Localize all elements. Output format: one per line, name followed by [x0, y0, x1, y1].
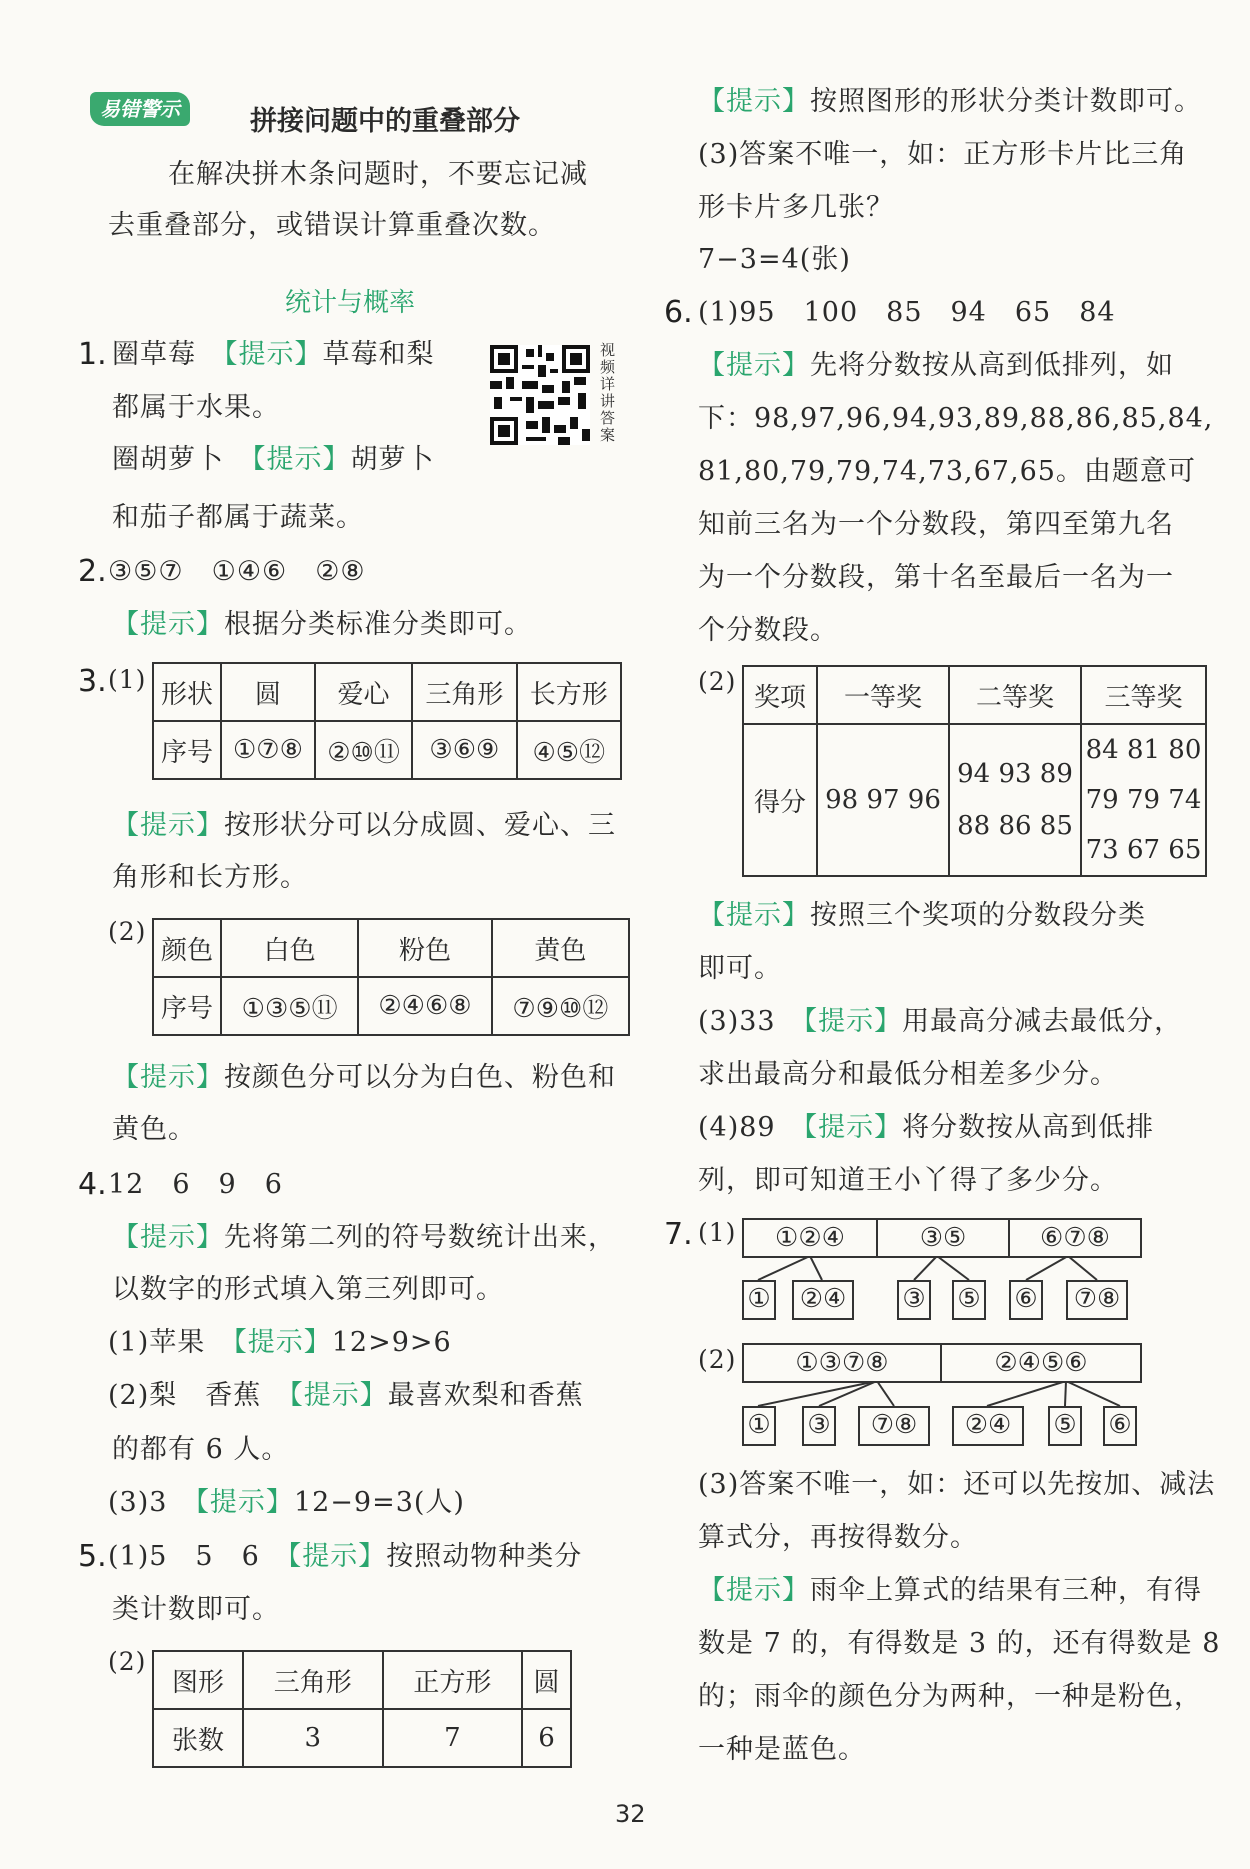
table-cell: ②④⑥⑧ [358, 977, 491, 1035]
table-cell: 序号 [153, 977, 221, 1035]
q7-hint-4: 一种是蓝色。 [698, 1734, 866, 1765]
table-cell: 白色 [221, 919, 358, 977]
q2-number: 2. [78, 554, 107, 589]
q1-line4: 和茄子都属于蔬菜。 [112, 502, 364, 533]
q5-sub1-b: 类计数即可。 [112, 1594, 280, 1625]
q5-part2-label: (2) [108, 1647, 147, 1676]
q6-hint2-b: 即可。 [698, 953, 782, 984]
table-cell: ①⑦⑧ [221, 721, 315, 779]
q6-sub3: (3)33 【提示】用最高分减去最低分， [698, 1006, 1183, 1037]
tree1-group: ①②④ [742, 1218, 878, 1258]
tree2-leaf: ① [742, 1406, 776, 1446]
tree2-leaf: ③ [802, 1406, 836, 1446]
q7-sub3-b: 算式分，再按得数分。 [698, 1522, 978, 1553]
q5-sub3-c: 7−3=4(张) [698, 244, 851, 275]
table-cell: 圆 [221, 663, 315, 721]
q7-part1-label: (1) [698, 1218, 737, 1247]
cell-line: 79 79 74 [1085, 785, 1202, 815]
table-cell: 得分 [743, 724, 817, 876]
table-cell: 长方形 [517, 663, 621, 721]
q6-sub1: (1)95 100 85 94 65 84 [698, 297, 1116, 328]
q4-sub1: (1)苹果 【提示】12>9>6 [108, 1327, 452, 1358]
q3-hint2-b: 黄色。 [112, 1114, 196, 1145]
q7-hint-1: 【提示】雨伞上算式的结果有三种，有得 [698, 1575, 1202, 1606]
tree2-leaf: ②④ [952, 1406, 1024, 1446]
cell-line: 94 93 89 [957, 759, 1073, 789]
table-cell: 二等奖 [949, 666, 1081, 724]
q7-sub3-a: (3)答案不唯一，如：还可以先按加、减法 [698, 1469, 1216, 1500]
table-cell: ③⑥⑨ [412, 721, 516, 779]
q1-number: 1. [78, 337, 107, 372]
q5-number: 5. [78, 1539, 107, 1574]
q7-number: 7. [664, 1217, 693, 1252]
table-cell: 三角形 [243, 1651, 383, 1709]
q5-hint2: 【提示】按照图形的形状分类计数即可。 [698, 86, 1202, 117]
tree2-leaf: ⑥ [1103, 1406, 1137, 1446]
q6-hint2-a: 【提示】按照三个奖项的分数段分类 [698, 900, 1146, 931]
q6-sub4-b: 列，即可知道王小丫得了多少分。 [698, 1165, 1118, 1196]
tree1-group: ③⑤ [876, 1218, 1010, 1258]
table-cell: 6 [522, 1709, 571, 1767]
q7-part2-label: (2) [698, 1345, 737, 1374]
table-cell: 奖项 [743, 666, 817, 724]
qr-caption: 视频详讲答案 [600, 341, 616, 444]
tree1-group: ⑥⑦⑧ [1008, 1218, 1142, 1258]
q7-hint-3: 的；雨伞的颜色分为两种，一种是粉色， [698, 1681, 1202, 1712]
table-cell: 黄色 [492, 919, 629, 977]
page-title: 拼接问题中的重叠部分 [250, 106, 520, 137]
tree1-leaf: ⑤ [952, 1280, 986, 1320]
q2-hint: 【提示】根据分类标准分类即可。 [112, 609, 532, 640]
q5-sub1: (1)5 5 6 【提示】按照动物种类分 [108, 1541, 583, 1572]
q2-answer: ③⑤⑦ ①④⑥ ②⑧ [108, 556, 366, 587]
warning-badge: 易错警示 [90, 92, 190, 126]
q3-hint2-a: 【提示】按颜色分可以分为白色、粉色和 [112, 1062, 616, 1093]
table-cell: 一等奖 [817, 666, 949, 724]
table-cell: ④⑤⑫ [517, 721, 621, 779]
q6-hint-5: 为一个分数段，第十名至最后一名为一 [698, 562, 1174, 593]
table-cell: 形状 [153, 663, 221, 721]
table-cell: 圆 [522, 1651, 571, 1709]
q4-number: 4. [78, 1167, 107, 1202]
q6-sub4: (4)89 【提示】将分数按从高到低排 [698, 1112, 1155, 1143]
table-cell: 7 [383, 1709, 523, 1767]
section-title: 统计与概率 [285, 288, 416, 318]
q3-part2-label: (2) [108, 917, 147, 946]
tree1-leaf: ②④ [792, 1280, 854, 1320]
q6-hint-1: 【提示】先将分数按从高到低排列，如 [698, 350, 1174, 381]
q6-hint-3: 81,80,79,79,74,73,67,65。由题意可 [698, 456, 1196, 487]
table-cell: 98 97 96 [817, 724, 949, 876]
warn-text-2: 去重叠部分，或错误计算重叠次数。 [108, 210, 556, 241]
q1-line2: 都属于水果。 [112, 392, 280, 423]
cell-line: 84 81 80 [1085, 735, 1202, 765]
q4-answer: 12 6 9 6 [108, 1169, 283, 1200]
table-cell: 粉色 [358, 919, 491, 977]
table-cell: 爱心 [315, 663, 412, 721]
q5-sub3-a: (3)答案不唯一，如：正方形卡片比三角 [698, 139, 1188, 170]
table-cell: ②⑩⑪ [315, 721, 412, 779]
table-cell: 序号 [153, 721, 221, 779]
q6-sub3-b: 求出最高分和最低分相差多少分。 [698, 1059, 1118, 1090]
tree2-group: ②④⑤⑥ [940, 1343, 1142, 1383]
warn-text-1: 在解决拼木条问题时，不要忘记减 [168, 159, 588, 190]
q4-sub2-b: 的都有 6 人。 [112, 1434, 290, 1465]
table-cell: 三角形 [412, 663, 516, 721]
q1-line3: 圈胡萝卜 【提示】胡萝卜 [112, 444, 435, 475]
table-cell: 三等奖 [1081, 666, 1206, 724]
q6-number: 6. [664, 295, 693, 330]
q1-line1: 圈草莓 【提示】草莓和梨 [112, 339, 435, 370]
tree2-group: ①③⑦⑧ [742, 1343, 942, 1383]
q3-number: 3. [78, 664, 107, 699]
q6-hint-6: 个分数段。 [698, 615, 838, 646]
table-cell: 图形 [153, 1651, 243, 1709]
q4-hint-b: 以数字的形式填入第三列即可。 [112, 1274, 504, 1305]
q4-hint-a: 【提示】先将第二列的符号数统计出来， [112, 1222, 616, 1253]
table-cell: 颜色 [153, 919, 221, 977]
q3-part1-label: (1) [108, 665, 147, 694]
tree1-leaf: ③ [897, 1280, 931, 1320]
tree1-leaf: ⑥ [1009, 1280, 1043, 1320]
table-cell: 3 [243, 1709, 383, 1767]
table-cell: ①③⑤⑪ [221, 977, 358, 1035]
q4-sub2: (2)梨 香蕉 【提示】最喜欢梨和香蕉 [108, 1380, 584, 1411]
tree1-leaf: ⑦⑧ [1066, 1280, 1128, 1320]
q5-sub3-b: 形卡片多几张？ [698, 192, 894, 223]
q6-hint-2: 下：98,97,96,94,93,89,88,86,85,84, [698, 403, 1214, 434]
tree1-leaf: ① [742, 1280, 776, 1320]
q7-hint-2: 数是 7 的，有得数是 3 的，还有得数是 8 [698, 1628, 1221, 1659]
q6-hint-4: 知前三名为一个分数段，第四至第九名 [698, 509, 1174, 540]
cell-line: 88 86 85 [957, 811, 1073, 841]
table-cell: 张数 [153, 1709, 243, 1767]
page-number: 32 [615, 1800, 646, 1828]
q3-hint1-a: 【提示】按形状分可以分成圆、爱心、三 [112, 810, 616, 841]
table-cell: ⑦⑨⑩⑫ [492, 977, 629, 1035]
q6-part2-label: (2) [698, 667, 737, 696]
tree2-leaf: ⑦⑧ [858, 1406, 930, 1446]
cell-line: 73 67 65 [1085, 835, 1202, 865]
q3-hint1-b: 角形和长方形。 [112, 862, 308, 893]
q4-sub3: (3)3 【提示】12−9=3(人) [108, 1487, 465, 1518]
table-cell: 正方形 [383, 1651, 523, 1709]
tree2-leaf: ⑤ [1048, 1406, 1082, 1446]
